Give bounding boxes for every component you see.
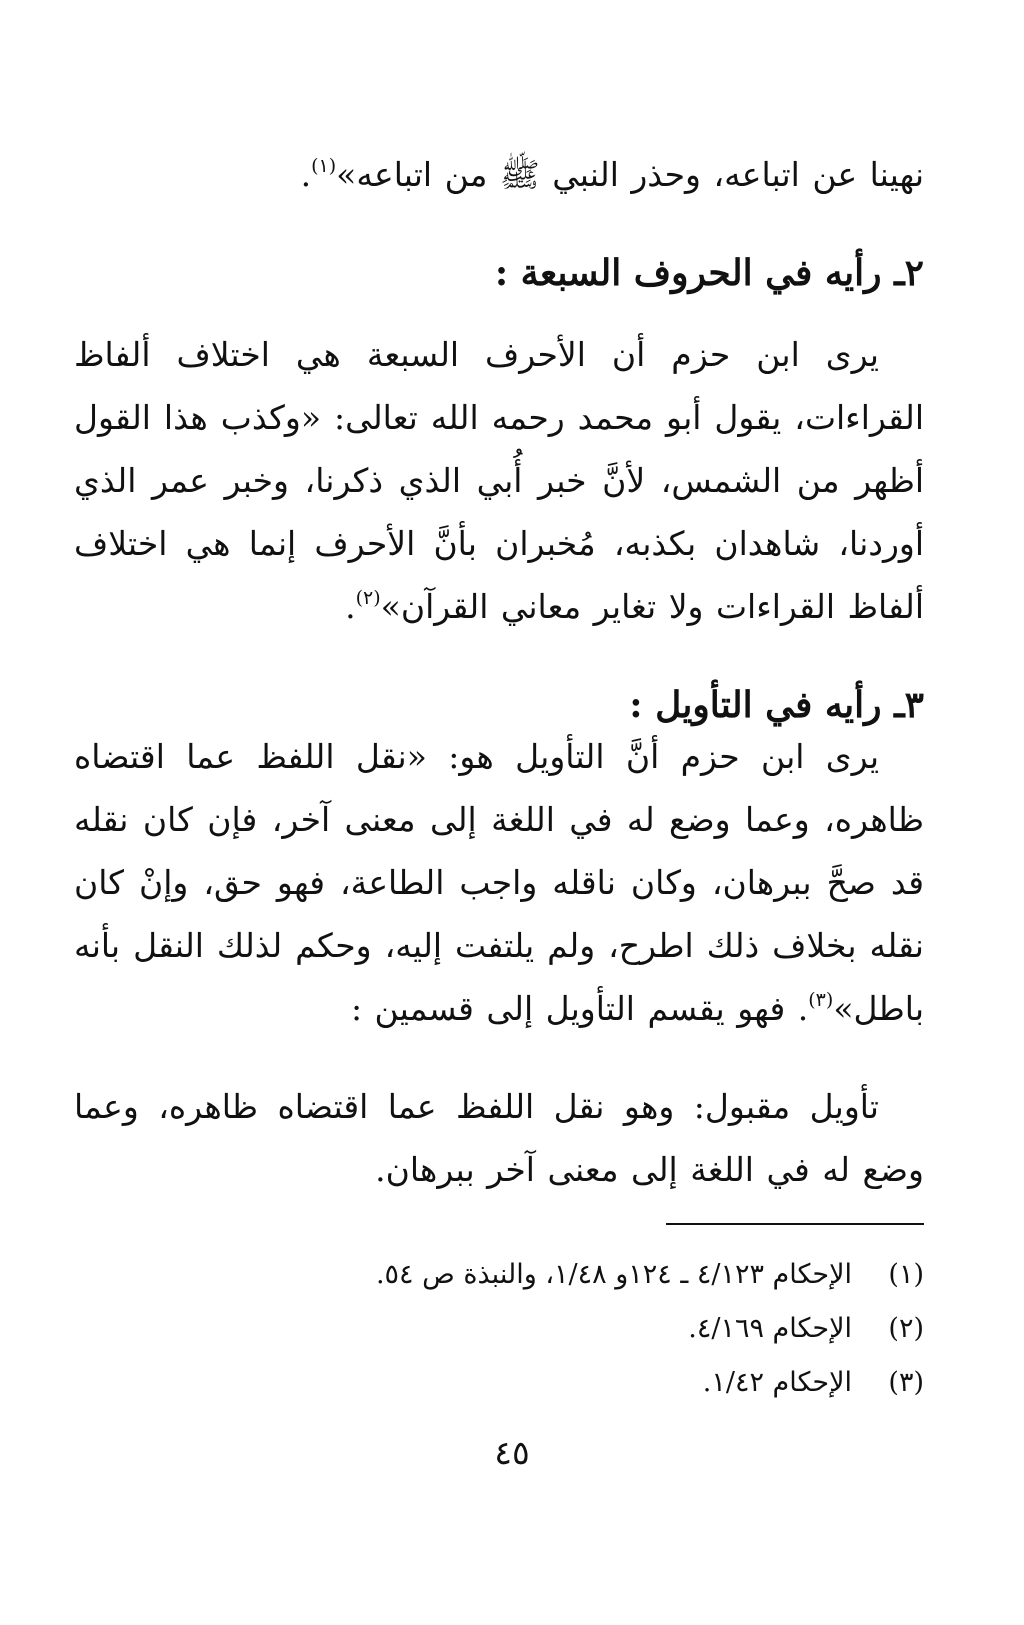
- footnote-number: (١): [888, 1259, 924, 1290]
- footnote-divider: [666, 1223, 924, 1225]
- footnote-number: (٣): [888, 1367, 924, 1398]
- footnote-text: الإحكام ٤/١٢٣ ـ ١٢٤و ١/٤٨، والنبذة ص ٥٤.: [375, 1259, 852, 1290]
- section-heading-interpretation: ٣ـ رأيه في التأويل :: [629, 684, 924, 726]
- page-number: ٤٥: [494, 1433, 530, 1472]
- paragraph-continuation: [74, 143, 924, 206]
- sentence-end: .: [345, 587, 356, 626]
- footnote-item: [74, 1248, 924, 1302]
- footnote-reference[interactable]: (٣): [808, 989, 834, 1011]
- footnote-number: (٢): [888, 1313, 924, 1344]
- footnote-reference[interactable]: (٢): [355, 587, 381, 609]
- paragraph-interpretation: [74, 725, 924, 1040]
- footnote-item: [74, 1302, 924, 1356]
- paragraph-accepted-interpretation: تأويل مقبول: وهو نقل اللفظ عما اقتضاه ظاهره، وعما وضع له في اللغة إلى معنى آخر ببرهان.: [74, 1087, 924, 1189]
- paragraph-seven-letters: [74, 323, 924, 638]
- section-heading-seven-letters: ٢ـ رأيه في الحروف السبعة :: [494, 252, 924, 294]
- footnote-item: [74, 1356, 924, 1410]
- paragraph-text: يرى ابن حزم أن الأحرف السبعة هي اختلاف ألفاظ القراءات، يقول أبو محمد رحمه الله تعالى: «وكذب هذا القول أظهر من الشمس، لأنَّ خبر أُبي الذي ذكرنا، وخبر عمر الذي أوردنا، شاهدان بكذبه، مُخبران بأنَّ الأحرف إنما هي اختلاف ألفاظ القراءات ولا تغاير معاني القرآن»: [74, 335, 924, 626]
- paragraph-text: نهينا عن اتباعه، وحذر النبي ﷺ من اتباعه»: [336, 155, 924, 194]
- footnotes-section: [74, 1248, 924, 1410]
- paragraph-tail: . فهو يقسم التأويل إلى قسمين :: [350, 989, 809, 1028]
- footnote-text: الإحكام ٤/١٦٩.: [688, 1313, 852, 1344]
- sentence-end: .: [300, 155, 312, 194]
- paragraph-text: يرى ابن حزم أنَّ التأويل هو: «نقل اللفظ عما اقتضاه ظاهره، وعما وضع له في اللغة إلى معنى آخر، فإن كان نقله قد صحَّ ببرهان، وكان ناقله واجب الطاعة، فهو حق، وإنْ كان نقله بخلاف ذلك اطرح، ولم يلتفت إليه، وحكم لذلك النقل بأنه باطل»: [74, 737, 924, 1028]
- footnote-text: الإحكام ١/٤٢.: [702, 1367, 852, 1398]
- footnote-reference[interactable]: (١): [311, 155, 337, 177]
